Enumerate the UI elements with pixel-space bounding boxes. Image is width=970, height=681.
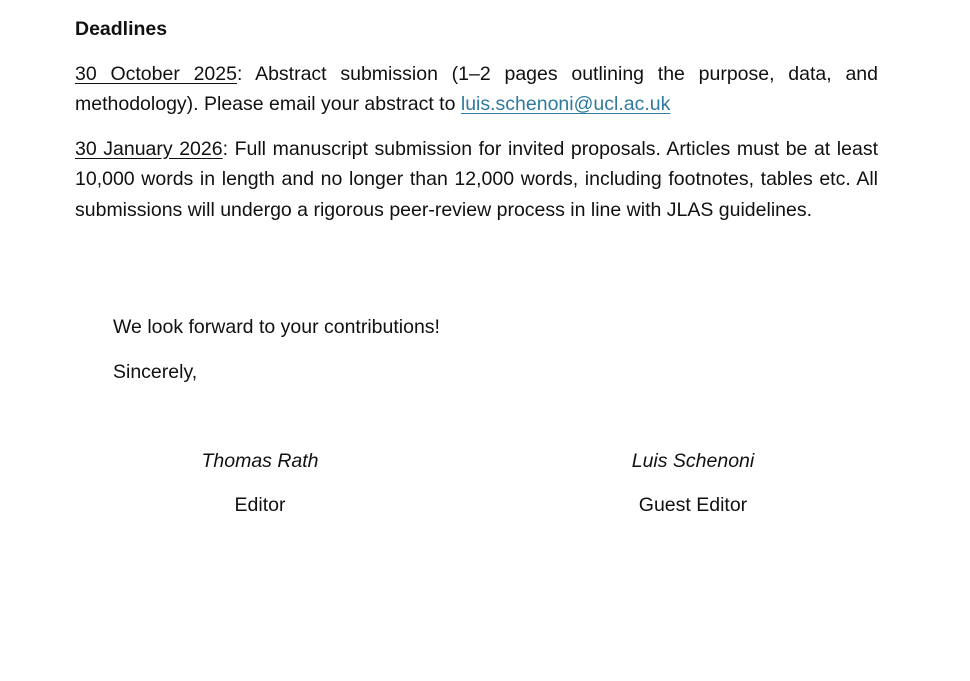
email-link[interactable]: luis.schenoni@ucl.ac.uk bbox=[460, 93, 671, 115]
signatory-editor bbox=[130, 446, 390, 520]
deadline-date-abstract: 30 October 2025 bbox=[75, 62, 237, 85]
deadline-manuscript bbox=[75, 134, 878, 226]
deadline-abstract bbox=[75, 59, 878, 120]
closing-line: We look forward to your contributions! bbox=[113, 316, 440, 338]
signatory-guest-editor bbox=[563, 446, 823, 520]
signatory-role: Guest Editor bbox=[638, 494, 748, 516]
document-body bbox=[75, 14, 878, 239]
deadline-text-manuscript: : Full manuscript submission for invited proposals. Articles must be at least 10,000 words in length and no longer than 12,000 words, including footnotes, tables etc. All submissions will undergo a rigorous peer-review process in line with JLAS guidelines. bbox=[75, 137, 878, 221]
deadlines-heading: Deadlines bbox=[75, 18, 168, 40]
sign-off: Sincerely, bbox=[113, 361, 198, 383]
signatory-role: Editor bbox=[234, 494, 286, 516]
deadline-text-abstract: : Abstract submission (1–2 pages outlining the purpose, data, and methodology). Please email your abstract to bbox=[75, 62, 878, 115]
signatory-name: Thomas Rath bbox=[201, 450, 319, 472]
signatory-name: Luis Schenoni bbox=[631, 450, 755, 472]
deadline-date-manuscript: 30 January 2026 bbox=[75, 137, 223, 160]
